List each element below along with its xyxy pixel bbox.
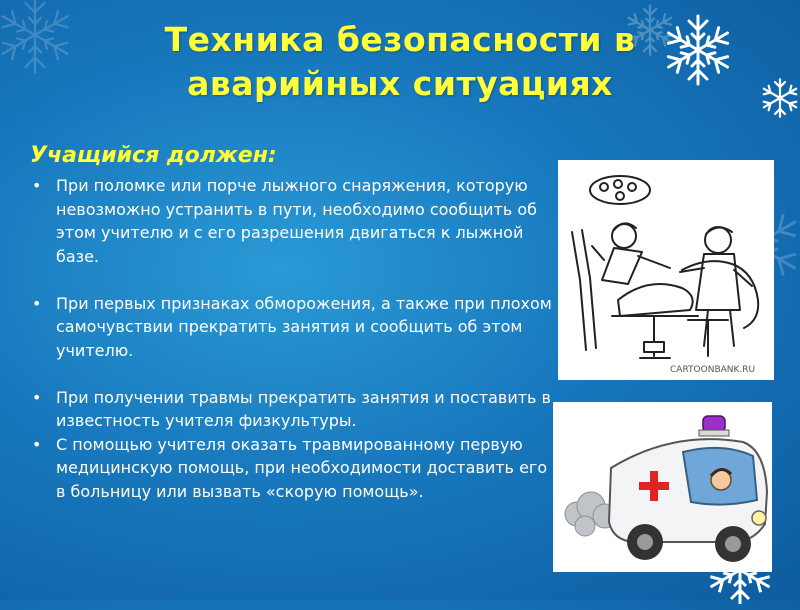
subtitle: Учащийся должен: bbox=[30, 143, 277, 168]
list-item-text: При первых признаках обморожения, а также при плохом самочувствии прекратить занятия и сообщить об этом учителю. bbox=[56, 293, 552, 360]
list-item bbox=[30, 292, 560, 363]
list-item bbox=[30, 386, 560, 433]
ambulance-cartoon-image bbox=[553, 402, 772, 572]
bullet-icon: • bbox=[32, 387, 42, 407]
bullet-list bbox=[30, 174, 560, 503]
bullet-icon: • bbox=[32, 176, 42, 195]
surgery-cartoon-image bbox=[558, 160, 774, 380]
bullet-icon: • bbox=[32, 293, 42, 313]
list-item bbox=[30, 433, 560, 504]
bullet-icon: • bbox=[32, 434, 42, 454]
snowflake-icon bbox=[758, 76, 800, 120]
slide-title: Техника безопасности в аварийных ситуациях bbox=[164, 20, 636, 103]
list-item-text: С помощью учителя оказать травмированному первую медицинскую помощь, при необходимости доставить его в больницу или вызвать «скорую помощь». bbox=[56, 434, 548, 501]
surgery-cartoon-drawing bbox=[558, 160, 774, 380]
ambulance-cartoon-drawing bbox=[553, 402, 772, 572]
snowflake-icon bbox=[0, 0, 80, 80]
list-item-text: При получении травмы прекратить занятия и поставить в известность учителя физкультуры. bbox=[56, 387, 551, 430]
list-item-text: При поломке или порче лыжного снаряжения, которую невозможно устранить в пути, необходимо сообщить об этом учителю и с его разрешения двигаться к лыжной базе. bbox=[56, 176, 538, 266]
watermark-label: CARTOONBANK.RU bbox=[670, 365, 756, 375]
list-item bbox=[30, 174, 560, 268]
